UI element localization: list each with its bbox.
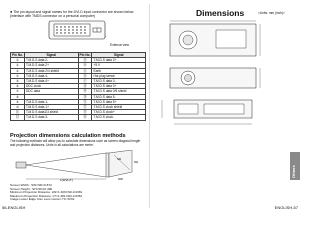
page-divider [149, 4, 150, 208]
formula-line: Maximum Projection Distance: LT=1.481×SD-0.0381 [10, 193, 83, 198]
left-page [6, 4, 146, 206]
projection-diagram [10, 150, 146, 182]
signal-cell: T.M.D.S data 0+ [92, 84, 146, 89]
dvi-note [10, 10, 142, 18]
signal-cell: T.M.D.S clock- [92, 115, 146, 120]
formula-list [10, 184, 146, 202]
signal-cell: T.M.D.S data 0/5 shield [92, 89, 146, 94]
pin-number-cell: ㉒ [78, 105, 92, 110]
signal-cell: T.M.D.S data 2- [24, 58, 78, 63]
formula-line: Screen Width : SW=SD×0.872 [10, 183, 52, 187]
pin-number-cell: ⑲ [78, 89, 92, 94]
signal-cell: T.M.D.S data 3- [24, 115, 78, 120]
pin-number-cell: ⑤ [11, 79, 25, 84]
screen-width-label: SW [118, 177, 123, 181]
signal-header: Signal [24, 53, 78, 58]
screen-height-label: SH [134, 160, 139, 164]
pin-number-cell: ⑨ [11, 99, 25, 104]
bullet-icon: ● [10, 9, 13, 14]
formula-line: Screen Height : SH=SD×0.490 [10, 186, 53, 191]
pin-number-cell: ⑧ [11, 94, 25, 99]
section-title: Projection dimensions calculation methods [10, 133, 126, 139]
pin-number-cell: ⑰ [78, 79, 92, 84]
signal-cell: T.M.D.S data 5- [92, 94, 146, 99]
section-body: The following methods will allow you to calculate dimensions such as screen diagonal length and projection distances. Units in all calculations are metre. [10, 139, 141, 147]
page-number-left: 56-ENGLISH [2, 205, 26, 210]
signal-cell: T.M.D.S data 1- [24, 99, 78, 104]
pin-header: Pin No. [12, 53, 23, 57]
right-page [154, 4, 294, 206]
pin-number-cell: ⑬ [78, 58, 92, 63]
signal-cell: DDC data [24, 89, 78, 94]
table-row [11, 115, 146, 120]
pin-number-cell: ⑪ [11, 110, 25, 115]
signal-cell: T.M.D.S data 4- [24, 73, 78, 78]
signal-cell: T.M.D.S data 2+ [24, 63, 78, 68]
pin-number-cell: ② [11, 63, 25, 68]
pin-number-cell: ⑳ [78, 94, 92, 99]
signal-cell: DDC clock [24, 84, 78, 89]
formula-line: Minimum Projection Distance: LW=1.329×SD-0.0381 [10, 190, 83, 195]
others-side-tab [290, 152, 300, 180]
signal-cell: T.M.D.S data1/3 shield [24, 110, 78, 115]
pin-number-cell: ㉔ [78, 115, 92, 120]
unit-note: <Units: mm (inch)> [258, 11, 285, 15]
external-view-label: External view [110, 43, 129, 47]
dimensions-drawing [156, 20, 284, 130]
signal-cell: T.M.D.S data 0- [92, 79, 146, 84]
formula-line: Image Lower Edge from Lens Center: H=-SH/2 [10, 197, 75, 202]
signal-cell: Earth [92, 68, 146, 73]
signal-cell: T.M.D.S data 4+ [24, 79, 78, 84]
signal-cell: Hot plug sense [92, 73, 146, 78]
pin-number-cell: ⑦ [11, 89, 25, 94]
pin-number-cell: ⑫ [11, 115, 25, 120]
page-title: Dimensions [196, 8, 245, 18]
signal-cell: T.M.D.S data 1+ [24, 105, 78, 110]
pin-number-cell: ③ [11, 68, 25, 73]
signal-cell: +5 V [92, 63, 146, 68]
dvi-connector-diagram [48, 20, 106, 40]
pin-number-cell: ⑯ [78, 73, 92, 78]
page-number-right: ENGLISH-57 [274, 205, 298, 210]
pin-number-cell: ④ [11, 73, 25, 78]
signal-cell: T.M.D.S data 2/4 shield [24, 68, 78, 73]
signal-header: Signal [92, 53, 146, 58]
pin-number-cell: ⑮ [78, 68, 92, 73]
pin-number-cell: ⑭ [78, 63, 92, 68]
pin-number-cell: ⑱ [78, 84, 92, 89]
dvi-note-text: The pin layout and signal names for the DVI-D input connector are shown below. (interface with TMDS connector on a personal computer) [10, 10, 135, 19]
signal-cell: T.M.D.S data 3+ [92, 58, 146, 63]
pin-number-cell: ⑩ [11, 105, 25, 110]
pin-number-cell: ⑥ [11, 84, 25, 89]
screen-diagonal-label: SD [117, 157, 122, 161]
others-tab-label: Others [291, 165, 296, 178]
pin-table-body [11, 58, 146, 120]
signal-cell: T.M.D.S clock+ [92, 110, 146, 115]
distance-label: L(W)/L(T) [60, 178, 73, 182]
pin-number-cell: ① [11, 58, 25, 63]
signal-cell: T.M.D.S clock shield [92, 105, 146, 110]
pin-number-cell: ㉑ [78, 99, 92, 104]
pin-header: Pin No. [79, 53, 91, 57]
signal-cell: T.M.D.S data 5+ [92, 99, 146, 104]
pin-table [10, 52, 146, 121]
pin-number-cell: ㉓ [78, 110, 92, 115]
